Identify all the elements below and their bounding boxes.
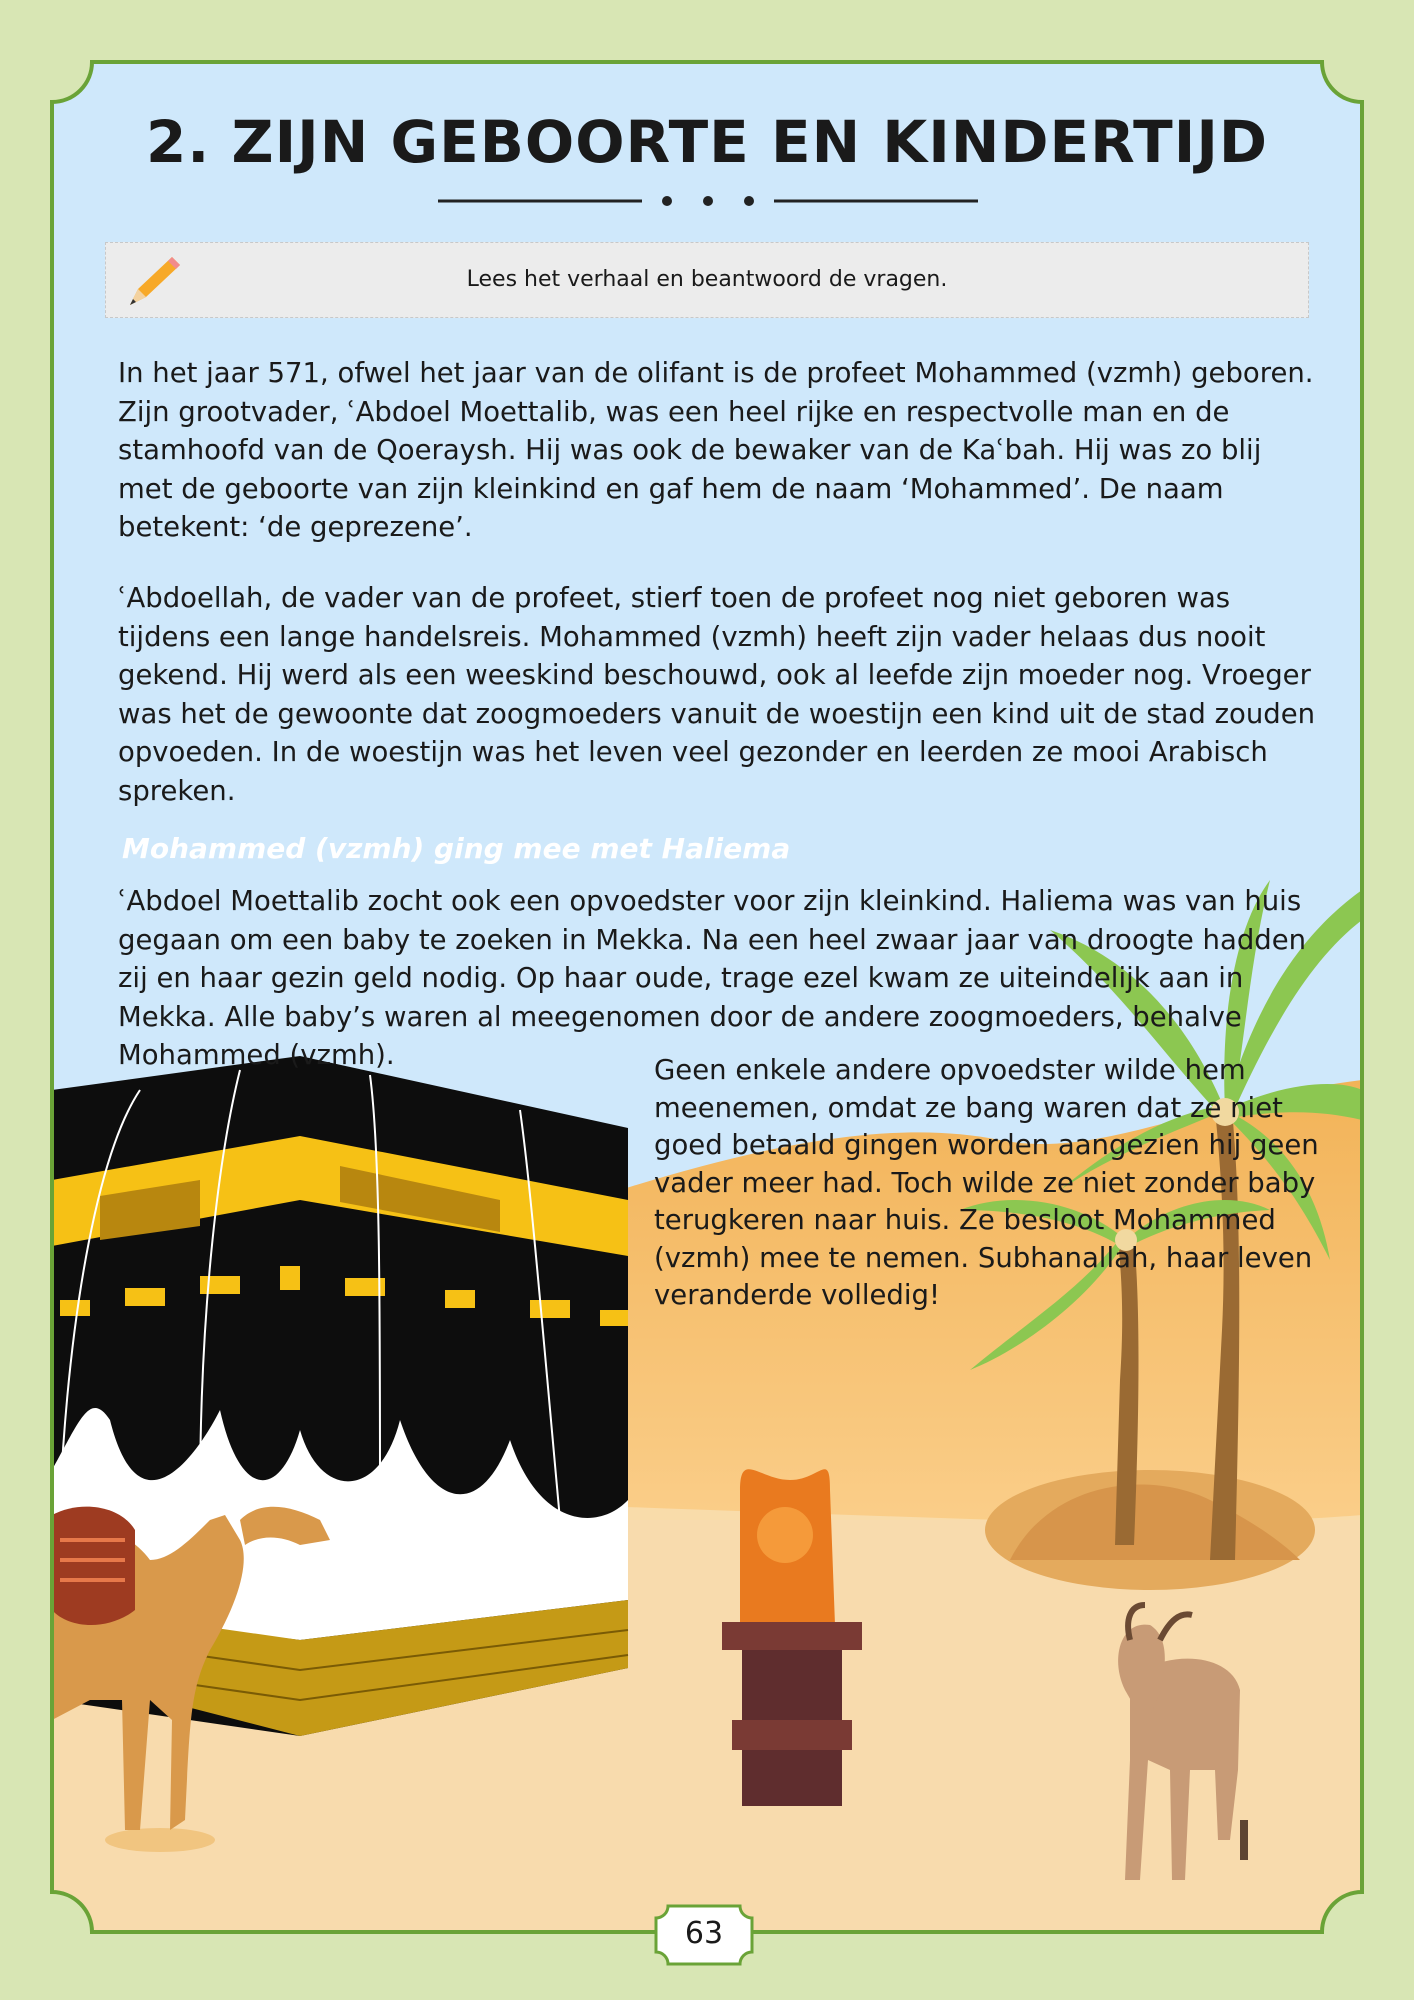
- instruction-box: [105, 242, 1309, 318]
- title-divider: [438, 192, 978, 212]
- page-number: 63: [684, 1916, 724, 1951]
- paragraph-haliema: ʿAbdoel Moettalib zocht ook een opvoedster voor zijn kleinkind. Haliema was van huis gegaan om een baby te zoeken in Mekka. Na een heel zwaar jaar van droogte hadden zij en haar gezin geld nodig. Op haar oude, trage ezel kwam ze uiteindelijk aan in Mekka. Alle baby’s waren al meegenomen door de andere zoogmoeders, behalve Mohammed (vzmh).: [118, 885, 1307, 1072]
- instruction-text: Lees het verhaal en beantwoord de vragen.: [466, 267, 948, 292]
- paragraph-father: ʿAbdoellah, de vader van de profeet, stierf toen de profeet nog niet geboren was tijdens een lange handelsreis. Mohammed (vzmh) heeft zijn vader helaas dus nooit gekend. Hij werd als een weeskind beschouwd, ook al leefde zijn moeder nog. Vroeger was het de gewoonte dat zoogmoeders vanuit de woestijn een kind uit de stad zouden opvoeden. In de woestijn was het leven veel gezonder en leerden ze mooi Arabisch spreken.: [118, 582, 1316, 807]
- page-title: 2. ZIJN GEBOORTE EN KINDERTIJD: [145, 108, 1269, 176]
- paragraph-decision: Geen enkele andere opvoedster wilde hem meenemen, omdat ze bang waren dat ze niet goed betaald gingen worden aangezien hij geen vader meer had. Toch wilde ze niet zonder baby terugkeren naar huis. Ze besloot Mohammed (vzmh) mee te nemen. Subhanallah, haar leven veranderde volledig!: [654, 1054, 1319, 1311]
- paragraph-birth: In het jaar 571, ofwel het jaar van de olifant is de profeet Mohammed (vzmh) geboren. Zijn grootvader, ʿAbdoel Moettalib, was een heel rijke en respectvolle man en de stamhoofd van de Qoeraysh. Hij was ook de bewaker van de Kaʿbah. Hij was zo blij met de geboorte van zijn kleinkind en gaf hem de naam ‘Mohammed’. De naam betekent: ‘de geprezene’.: [118, 357, 1314, 544]
- section-subheading: Mohammed (vzmh) ging mee met Haliema: [122, 832, 791, 865]
